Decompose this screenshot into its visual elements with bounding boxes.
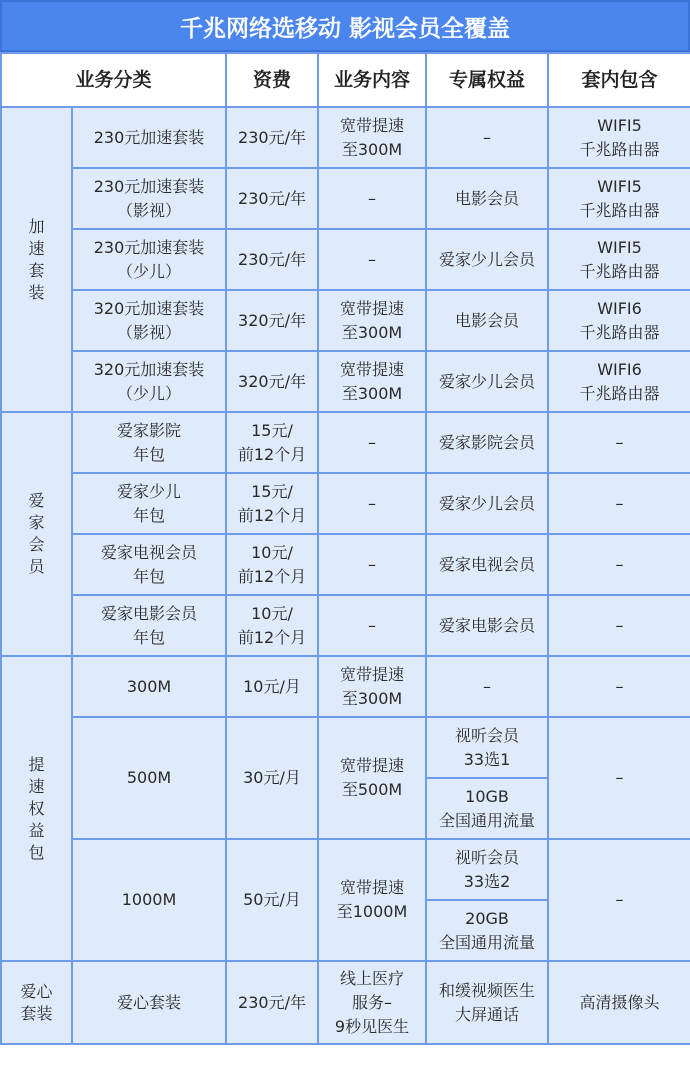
- category-speed: 加 速 套 装: [1, 107, 72, 412]
- package-table: [0, 52, 690, 1045]
- package-content: 宽带提速 至500M: [318, 717, 426, 839]
- package-included: –: [548, 717, 690, 839]
- package-content: –: [318, 595, 426, 656]
- package-included: –: [548, 534, 690, 595]
- package-name: 230元加速套装 （少儿）: [72, 229, 226, 290]
- table-row: [1, 412, 690, 473]
- table-row: [1, 290, 690, 351]
- package-benefit: 爱家电影会员: [426, 595, 548, 656]
- package-price: 230元/年: [226, 961, 318, 1044]
- package-name: 爱家电影会员 年包: [72, 595, 226, 656]
- package-content: –: [318, 473, 426, 534]
- package-name: 爱家影院 年包: [72, 412, 226, 473]
- page-title: 千兆网络选移动 影视会员全覆盖: [0, 0, 690, 52]
- package-price: 15元/ 前12个月: [226, 473, 318, 534]
- package-name: 爱心套装: [72, 961, 226, 1044]
- package-price: 230元/年: [226, 229, 318, 290]
- package-name: 爱家少儿 年包: [72, 473, 226, 534]
- table-row: [1, 534, 690, 595]
- header-content: 业务内容: [318, 53, 426, 107]
- package-included: –: [548, 473, 690, 534]
- table-row: [1, 107, 690, 168]
- package-benefit: 和缓视频医生 大屏通话: [426, 961, 548, 1044]
- table-row: [1, 229, 690, 290]
- package-benefit: –: [426, 656, 548, 717]
- package-price: 10元/ 前12个月: [226, 534, 318, 595]
- package-included: 高清摄像头: [548, 961, 690, 1044]
- package-content: –: [318, 412, 426, 473]
- package-included: –: [548, 656, 690, 717]
- package-benefit: 视听会员 33选1: [426, 717, 548, 778]
- table-row: [1, 961, 690, 1044]
- package-included: WIFI5 千兆路由器: [548, 229, 690, 290]
- category-boost: 提 速 权 益 包: [1, 656, 72, 961]
- package-content: 宽带提速 至300M: [318, 107, 426, 168]
- package-price: 30元/月: [226, 717, 318, 839]
- package-benefit: 爱家影院会员: [426, 412, 548, 473]
- package-benefit: 爱家少儿会员: [426, 351, 548, 412]
- header-included: 套内包含: [548, 53, 690, 107]
- package-content: 宽带提速 至300M: [318, 656, 426, 717]
- package-price: 320元/年: [226, 290, 318, 351]
- package-benefit: 视听会员 33选2: [426, 839, 548, 900]
- package-name: 1000M: [72, 839, 226, 961]
- package-benefit: 爱家电视会员: [426, 534, 548, 595]
- package-content: –: [318, 229, 426, 290]
- package-content: 线上医疗 服务– 9秒见医生: [318, 961, 426, 1044]
- package-included: –: [548, 595, 690, 656]
- header-price: 资费: [226, 53, 318, 107]
- package-price: 50元/月: [226, 839, 318, 961]
- table-row: [1, 717, 690, 778]
- package-included: –: [548, 412, 690, 473]
- package-content: –: [318, 168, 426, 229]
- package-benefit: 电影会员: [426, 290, 548, 351]
- package-included: –: [548, 839, 690, 961]
- table-row: [1, 656, 690, 717]
- package-included: WIFI5 千兆路由器: [548, 107, 690, 168]
- package-content: –: [318, 534, 426, 595]
- package-name: 300M: [72, 656, 226, 717]
- package-price: 320元/年: [226, 351, 318, 412]
- package-benefit: 爱家少儿会员: [426, 473, 548, 534]
- package-benefit: –: [426, 107, 548, 168]
- package-name: 320元加速套装 （少儿）: [72, 351, 226, 412]
- table-row: [1, 595, 690, 656]
- package-content: 宽带提速 至1000M: [318, 839, 426, 961]
- header-category: 业务分类: [1, 53, 226, 107]
- package-content: 宽带提速 至300M: [318, 351, 426, 412]
- package-price: 10元/ 前12个月: [226, 595, 318, 656]
- package-price: 15元/ 前12个月: [226, 412, 318, 473]
- category-member: 爱 家 会 员: [1, 412, 72, 656]
- table-row: [1, 473, 690, 534]
- package-benefit: 电影会员: [426, 168, 548, 229]
- package-benefit: 10GB 全国通用流量: [426, 778, 548, 839]
- package-benefit: 20GB 全国通用流量: [426, 900, 548, 961]
- package-name: 230元加速套装 （影视）: [72, 168, 226, 229]
- package-name: 爱家电视会员 年包: [72, 534, 226, 595]
- header-benefit: 专属权益: [426, 53, 548, 107]
- package-included: WIFI5 千兆路由器: [548, 168, 690, 229]
- package-content: 宽带提速 至300M: [318, 290, 426, 351]
- package-included: WIFI6 千兆路由器: [548, 351, 690, 412]
- package-price: 230元/年: [226, 107, 318, 168]
- package-benefit: 爱家少儿会员: [426, 229, 548, 290]
- package-included: WIFI6 千兆路由器: [548, 290, 690, 351]
- package-name: 500M: [72, 717, 226, 839]
- table-row: [1, 168, 690, 229]
- table-row: [1, 839, 690, 900]
- package-price: 230元/年: [226, 168, 318, 229]
- package-name: 230元加速套装: [72, 107, 226, 168]
- category-love: 爱心 套装: [1, 961, 72, 1044]
- package-price: 10元/月: [226, 656, 318, 717]
- package-name: 320元加速套装 （影视）: [72, 290, 226, 351]
- table-row: [1, 351, 690, 412]
